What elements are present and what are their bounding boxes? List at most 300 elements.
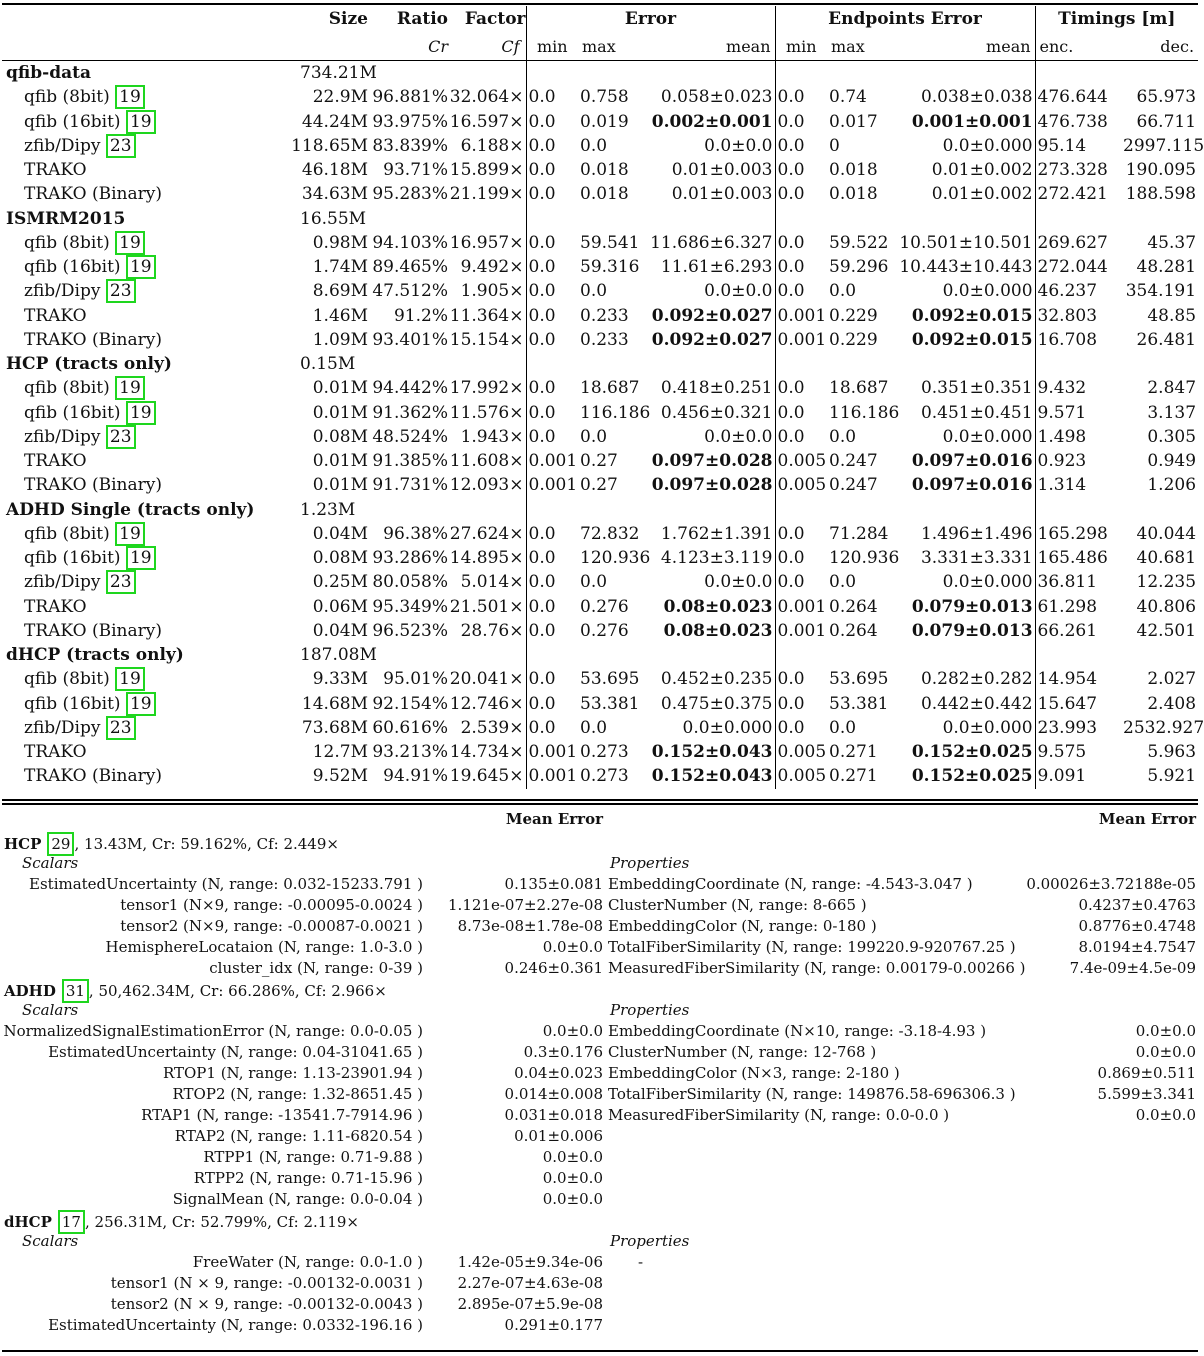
property-name: MeasuredFiberSimilarity (N, range: 0.00179-0.00266 ) [608, 959, 1026, 977]
cell-epmean: 0.079±0.013 [911, 620, 1033, 641]
method-cell [2, 716, 282, 740]
cell-size: 0.25M [312, 572, 368, 593]
cell-enc: 272.421 [1035, 182, 1123, 206]
cell-size: 1.74M [312, 257, 368, 278]
cell-enc: 165.298 [1035, 522, 1123, 546]
cell-epmin: 0.0 [775, 546, 827, 570]
cell-emin: 0.001 [526, 764, 578, 788]
property-error: 7.4e-09±4.5e-09 [1069, 959, 1196, 977]
cell-enc: 269.627 [1035, 231, 1123, 255]
method-name: qfib (8bit) [24, 378, 110, 399]
cell-dec: 3.137 [1147, 402, 1197, 423]
cell-emin: 0.0 [526, 255, 578, 279]
property-name: EmbeddingColor (N×3, range: 2-180 ) [608, 1064, 900, 1082]
cell-epmax: 0.0 [829, 572, 857, 593]
citation-link[interactable]: 23 [106, 134, 136, 158]
cell-emean: 0.0±0.0 [704, 281, 773, 302]
cell-emean: 0.058±0.023 [660, 87, 773, 108]
properties-label: Properties [610, 1232, 690, 1250]
cell-emin: 0.0 [526, 546, 578, 570]
scalar-name: tensor2 (N × 9, range: -0.00132-0.0043 ) [110, 1295, 423, 1313]
cell-emean: 0.097±0.028 [651, 451, 773, 472]
attribute-row [2, 1252, 1198, 1273]
scalar-name: EstimatedUncertainty (N, range: 0.032-15233.791 ) [29, 875, 423, 893]
cell-epmax: 0.229 [829, 329, 878, 350]
cell-size: 0.06M [312, 596, 368, 617]
col-ep-min: min [775, 32, 827, 61]
attribute-error-table [2, 806, 1198, 1336]
section-row [2, 643, 1198, 667]
subheader-row [2, 1000, 1198, 1021]
scalar-name: tensor2 (N×9, range: -0.00087-0.0021 ) [120, 917, 423, 935]
cell-ratio: 96.881% [372, 87, 448, 108]
dataset-header [2, 832, 1198, 853]
scalar-name: EstimatedUncertainty (N, range: 0.0332-196.16 ) [48, 1316, 423, 1334]
cell-epmax: 59.296 [829, 257, 889, 278]
cell-factor: 15.899× [449, 160, 524, 181]
subheader-row [2, 1231, 1198, 1252]
table-row [2, 692, 1198, 716]
cell-factor: 16.957× [449, 232, 524, 253]
cell-emax: 0.0 [580, 426, 608, 447]
cell-emax: 0.758 [580, 87, 629, 108]
cell-emax: 0.233 [580, 329, 629, 350]
col-factor: Factor [464, 9, 526, 29]
cell-epmax: 71.284 [829, 523, 889, 544]
cell-factor: 16.597× [449, 111, 524, 132]
cell-epmean: 10.501±10.501 [899, 232, 1033, 253]
cell-factor: 14.895× [449, 548, 524, 569]
cell-emax: 0.276 [580, 596, 629, 617]
cell-epmin: 0.0 [775, 667, 827, 691]
table-row [2, 376, 1198, 400]
cell-emean: 0.01±0.003 [671, 160, 773, 181]
section-name: HCP (tracts only) [6, 354, 172, 375]
cell-dec: 2.847 [1147, 378, 1197, 399]
cell-emin: 0.0 [526, 619, 578, 643]
cell-ratio: 95.283% [372, 184, 448, 205]
scalar-error: 0.0±0.0 [542, 1022, 603, 1040]
cell-ratio: 92.154% [372, 693, 448, 714]
cell-dec: 2997.115 [1123, 135, 1204, 156]
cell-emax: 72.832 [580, 523, 640, 544]
cell-enc: 272.044 [1035, 255, 1123, 279]
method-cell [2, 279, 282, 303]
citation-link[interactable]: 19 [126, 401, 156, 425]
attribute-row [2, 1294, 1198, 1315]
method-name: qfib (8bit) [24, 523, 110, 544]
property-name: TotalFiberSimilarity (N, range: 199220.9-920767.25 ) [608, 938, 1016, 956]
cell-factor: 2.539× [460, 717, 524, 738]
cell-size: 0.01M [312, 378, 368, 399]
section-size: 1.23M [300, 499, 356, 520]
dataset-header [2, 1210, 1198, 1231]
col-ep-max: max [831, 36, 865, 56]
citation-link[interactable]: 23 [106, 716, 136, 740]
scalar-name: SignalMean (N, range: 0.0-0.04 ) [172, 1190, 423, 1208]
cell-emean: 0.152±0.043 [651, 766, 773, 787]
section-name: qfib-data [6, 63, 91, 84]
col-timings: Timings [m] [1035, 6, 1198, 32]
cell-emax: 0.233 [580, 305, 629, 326]
table-row [2, 667, 1198, 691]
cell-ratio: 93.286% [372, 548, 448, 569]
attribute-row [2, 916, 1198, 937]
col-ratio: Ratio [396, 9, 448, 29]
property-name: TotalFiberSimilarity (N, range: 149876.58-696306.3 ) [608, 1085, 1016, 1103]
cell-emax: 0.276 [580, 620, 629, 641]
cell-emin: 0.0 [526, 376, 578, 400]
cell-enc: 1.498 [1035, 425, 1123, 449]
citation-link[interactable]: 19 [115, 85, 145, 109]
property-error: 0.869±0.511 [1097, 1064, 1196, 1082]
citation-link[interactable]: 19 [115, 667, 145, 691]
section-row [2, 61, 1198, 86]
cell-ratio: 93.71% [383, 160, 448, 181]
cell-factor: 20.041× [449, 669, 524, 690]
section-size: 16.55M [300, 208, 367, 229]
cell-emin: 0.0 [526, 134, 578, 158]
cell-size: 12.7M [312, 742, 368, 763]
cell-epmean: 0.442±0.442 [920, 693, 1033, 714]
cell-emin: 0.0 [526, 522, 578, 546]
cell-emin: 0.0 [526, 595, 578, 619]
cell-factor: 9.492× [460, 257, 524, 278]
cell-emean: 0.418±0.251 [660, 378, 773, 399]
cell-ratio: 91.731% [372, 475, 448, 496]
cell-factor: 14.734× [449, 742, 524, 763]
scalar-error: 2.895e-07±5.9e-08 [457, 1295, 603, 1313]
cell-size: 46.18M [301, 160, 368, 181]
cell-epmin: 0.0 [775, 134, 827, 158]
method-name: TRAKO [24, 451, 87, 472]
cell-ratio: 95.01% [383, 669, 448, 690]
table-row [2, 158, 1198, 182]
cell-emax: 0.273 [580, 766, 629, 787]
cell-epmean: 0.351±0.351 [920, 378, 1033, 399]
cell-dec: 2532.927 [1123, 717, 1204, 738]
section-row [2, 352, 1198, 376]
cell-epmin: 0.0 [775, 522, 827, 546]
cell-ratio: 89.465% [372, 257, 448, 278]
cell-epmin: 0.005 [775, 764, 827, 788]
property-error: 0.0±0.0 [1135, 1106, 1196, 1124]
cell-epmean: 0.079±0.013 [911, 596, 1033, 617]
citation-link[interactable]: 19 [126, 692, 156, 716]
method-name: TRAKO (Binary) [24, 620, 163, 641]
section-name: ISMRM2015 [6, 208, 126, 229]
cell-dec: 26.481 [1136, 329, 1197, 350]
cell-enc: 9.575 [1035, 740, 1123, 764]
cell-epmax: 18.687 [829, 378, 889, 399]
cell-emin: 0.001 [526, 473, 578, 497]
cell-factor: 21.199× [449, 184, 524, 205]
dataset-header [2, 979, 1198, 1000]
dataset-name: HCP [4, 835, 42, 853]
cell-dec: 190.095 [1125, 160, 1197, 181]
scalar-name: RTPP1 (N, range: 0.71-9.88 ) [203, 1148, 423, 1166]
property-name: ClusterNumber (N, range: 8-665 ) [608, 896, 867, 914]
mid-rule-1 [2, 799, 1198, 801]
cell-size: 22.9M [312, 87, 368, 108]
col-error-mean: mean [726, 36, 771, 56]
method-cell [2, 473, 282, 497]
col-error-max: max [582, 36, 616, 56]
cell-emean: 0.002±0.001 [651, 111, 773, 132]
cell-size: 118.65M [291, 135, 368, 156]
cell-epmax: 0.264 [829, 620, 878, 641]
cell-epmax: 0.247 [829, 475, 878, 496]
table-row [2, 401, 1198, 425]
method-name: zfib/Dipy [24, 572, 101, 593]
cell-size: 0.01M [312, 451, 368, 472]
dataset-info: , 256.31M, Cr: 52.799%, Cf: 2.119× [84, 1213, 360, 1231]
cell-enc: 14.954 [1035, 667, 1123, 691]
cell-epmin: 0.0 [775, 716, 827, 740]
cell-size: 1.46M [312, 305, 368, 326]
cell-epmean: 0.0±0.000 [942, 135, 1033, 156]
method-cell [2, 425, 282, 449]
cell-emean: 11.686±6.327 [650, 232, 773, 253]
table-row [2, 85, 1198, 109]
method-name: TRAKO [24, 160, 87, 181]
subheader-row [2, 853, 1198, 874]
table-row [2, 231, 1198, 255]
attribute-row [2, 1084, 1198, 1105]
cell-emean: 0.152±0.043 [651, 742, 773, 763]
citation-link[interactable]: 19 [126, 110, 156, 134]
cell-epmax: 0.0 [829, 426, 857, 447]
method-name: zfib/Dipy [24, 135, 101, 156]
table-row [2, 328, 1198, 352]
cell-epmin: 0.0 [775, 182, 827, 206]
attribute-row [2, 1168, 1198, 1189]
scalar-error: 0.0±0.0 [542, 1148, 603, 1166]
cell-emin: 0.0 [526, 85, 578, 109]
scalar-error: 0.246±0.361 [504, 959, 603, 977]
citation-link[interactable]: 19 [115, 522, 145, 546]
cell-epmin: 0.001 [775, 595, 827, 619]
cell-epmean: 0.092±0.015 [911, 329, 1033, 350]
citation-link[interactable]: 23 [106, 570, 136, 594]
cell-factor: 28.76× [460, 620, 524, 641]
method-name: qfib (8bit) [24, 232, 110, 253]
cell-enc: 32.803 [1035, 304, 1123, 328]
scalar-error: 0.0±0.0 [542, 1169, 603, 1187]
property-error: 5.599±3.341 [1097, 1085, 1196, 1103]
cell-size: 9.52M [312, 766, 368, 787]
col-ep-mean: mean [986, 36, 1031, 56]
citation-link[interactable]: 19 [126, 546, 156, 570]
cell-enc: 61.298 [1035, 595, 1123, 619]
top-rule [2, 3, 1198, 5]
method-cell [2, 570, 282, 594]
cell-factor: 27.624× [449, 523, 524, 544]
cell-factor: 19.645× [449, 766, 524, 787]
cell-emax: 0.018 [580, 184, 629, 205]
cell-ratio: 93.213% [372, 742, 448, 763]
scalar-name: RTPP2 (N, range: 0.71-15.96 ) [193, 1169, 423, 1187]
scalar-error: 0.031±0.018 [504, 1106, 603, 1124]
t2-header [2, 806, 1198, 832]
cell-size: 0.04M [312, 523, 368, 544]
cell-emean: 0.08±0.023 [663, 620, 773, 641]
attribute-row [2, 1042, 1198, 1063]
table-row [2, 595, 1198, 619]
attribute-row [2, 1021, 1198, 1042]
cell-epmax: 0.018 [829, 160, 878, 181]
cell-emin: 0.0 [526, 667, 578, 691]
cell-emax: 0.27 [580, 475, 618, 496]
cell-dec: 5.963 [1147, 742, 1197, 763]
cell-dec: 40.806 [1136, 596, 1197, 617]
method-cell [2, 255, 282, 279]
cell-factor: 32.064× [449, 87, 524, 108]
scalar-name: tensor1 (N × 9, range: -0.00132-0.0031 ) [110, 1274, 423, 1292]
cell-emax: 0.018 [580, 160, 629, 181]
citation-link[interactable]: 29 [47, 832, 74, 856]
table-row [2, 764, 1198, 788]
citation-link[interactable]: 31 [62, 979, 89, 1003]
cell-size: 0.01M [312, 402, 368, 423]
cell-emean: 0.08±0.023 [663, 596, 773, 617]
cell-epmax: 116.186 [829, 402, 900, 423]
cell-emean: 1.762±1.391 [660, 523, 773, 544]
cell-enc: 16.708 [1035, 328, 1123, 352]
property-name: EmbeddingCoordinate (N×10, range: -3.18-4.93 ) [608, 1022, 987, 1040]
cell-emean: 0.092±0.027 [651, 305, 773, 326]
cell-epmin: 0.0 [775, 110, 827, 134]
cell-epmean: 1.496±1.496 [920, 523, 1033, 544]
cell-dec: 1.206 [1147, 475, 1197, 496]
scalar-name: cluster_idx (N, range: 0-39 ) [209, 959, 423, 977]
cell-epmax: 0.0 [829, 281, 857, 302]
cell-emean: 0.0±0.0 [704, 572, 773, 593]
cell-dec: 188.598 [1125, 184, 1197, 205]
cell-factor: 12.746× [449, 693, 524, 714]
cell-enc: 165.486 [1035, 546, 1123, 570]
property-name: EmbeddingColor (N, range: 0-180 ) [608, 917, 877, 935]
cell-ratio: 91.362% [372, 402, 448, 423]
cell-dec: 45.37 [1147, 232, 1197, 253]
cell-epmean: 0.038±0.038 [920, 87, 1033, 108]
properties-label: Properties [610, 1001, 690, 1019]
citation-link[interactable]: 23 [106, 279, 136, 303]
cell-epmax: 0.271 [829, 742, 878, 763]
cell-dec: 48.281 [1136, 257, 1197, 278]
scalar-error: 0.0±0.0 [542, 1190, 603, 1208]
cell-epmin: 0.005 [775, 449, 827, 473]
cell-epmax: 0.018 [829, 184, 878, 205]
property-error: 0.8776±0.4748 [1078, 917, 1196, 935]
cell-enc: 66.261 [1035, 619, 1123, 643]
scalar-name: NormalizedSignalEstimationError (N, range: 0.0-0.05 ) [3, 1022, 423, 1040]
cell-enc: 476.644 [1035, 85, 1123, 109]
cell-epmin: 0.0 [775, 158, 827, 182]
cell-size: 0.01M [312, 475, 368, 496]
cell-emin: 0.0 [526, 231, 578, 255]
cell-ratio: 94.442% [372, 378, 448, 399]
table-row [2, 740, 1198, 764]
citation-link[interactable]: 19 [115, 376, 145, 400]
cell-size: 0.08M [312, 426, 368, 447]
attribute-row [2, 1105, 1198, 1126]
cell-epmin: 0.0 [775, 425, 827, 449]
method-name: zfib/Dipy [24, 426, 101, 447]
cell-epmax: 59.522 [829, 232, 889, 253]
cell-size: 0.98M [312, 232, 368, 253]
attribute-row [2, 1273, 1198, 1294]
scalar-error: 0.291±0.177 [504, 1316, 603, 1334]
cell-epmin: 0.0 [775, 401, 827, 425]
cell-ratio: 60.616% [372, 717, 448, 738]
cell-emean: 0.456±0.321 [660, 402, 773, 423]
cell-emax: 120.936 [580, 548, 651, 569]
cell-enc: 36.811 [1035, 570, 1123, 594]
scalar-name: RTAP2 (N, range: 1.11-6820.54 ) [174, 1127, 423, 1145]
cell-emin: 0.0 [526, 716, 578, 740]
citation-link[interactable]: 23 [106, 425, 136, 449]
cell-epmax: 0.74 [829, 87, 867, 108]
method-name: qfib (8bit) [24, 669, 110, 690]
cell-emean: 4.123±3.119 [660, 548, 773, 569]
method-name: TRAKO [24, 596, 87, 617]
citation-link[interactable]: 19 [115, 231, 145, 255]
cell-emin: 0.001 [526, 740, 578, 764]
scalar-error: 0.135±0.081 [504, 875, 603, 893]
cell-epmax: 0.017 [829, 111, 878, 132]
header-row-1 [2, 6, 1198, 32]
cell-factor: 15.154× [449, 329, 524, 350]
attribute-row [2, 1126, 1198, 1147]
method-cell [2, 692, 282, 716]
section-row [2, 498, 1198, 522]
method-cell [2, 449, 282, 473]
method-name: qfib (16bit) [24, 548, 121, 569]
table-row [2, 716, 1198, 740]
cell-size: 73.68M [301, 717, 368, 738]
method-cell [2, 158, 282, 182]
method-name: qfib (16bit) [24, 257, 121, 278]
method-name: qfib (16bit) [24, 402, 121, 423]
col-cr: Cr [428, 36, 448, 56]
cell-epmax: 0.0 [829, 717, 857, 738]
cell-emax: 0.019 [580, 111, 629, 132]
cell-epmax: 0.247 [829, 451, 878, 472]
cell-dec: 40.044 [1136, 523, 1197, 544]
cell-epmin: 0.0 [775, 570, 827, 594]
citation-link[interactable]: 19 [126, 255, 156, 279]
scalars-label: Scalars [22, 1001, 79, 1019]
cell-epmin: 0.001 [775, 328, 827, 352]
col-size: Size [328, 9, 368, 29]
cell-emean: 0.01±0.003 [671, 184, 773, 205]
cell-emax: 53.381 [580, 693, 640, 714]
col-cf: Cf [501, 36, 520, 56]
method-name: qfib (16bit) [24, 111, 121, 132]
cell-factor: 17.992× [449, 378, 524, 399]
cell-emean: 0.475±0.375 [660, 693, 773, 714]
table-row [2, 110, 1198, 134]
method-cell [2, 134, 282, 158]
cell-epmin: 0.0 [775, 255, 827, 279]
cell-emin: 0.0 [526, 425, 578, 449]
cell-emean: 0.0±0.0 [704, 426, 773, 447]
cell-epmean: 0.01±0.002 [931, 160, 1033, 181]
section-name: ADHD Single (tracts only) [6, 499, 255, 520]
citation-link[interactable]: 17 [58, 1210, 85, 1234]
cell-dec: 42.501 [1136, 620, 1197, 641]
